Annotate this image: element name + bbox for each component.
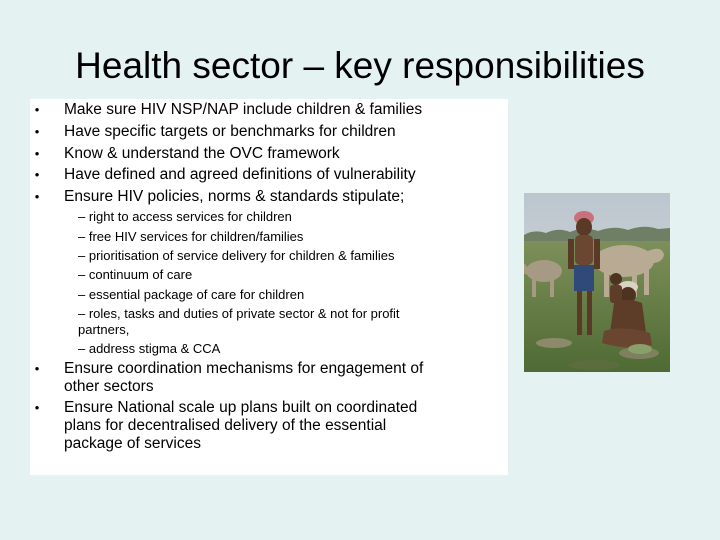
sub-bullet-item: – prioritisation of service delivery for children & families bbox=[78, 248, 395, 263]
bullet-text: Have specific targets or benchmarks for children bbox=[64, 123, 396, 140]
bullet-text bbox=[64, 360, 508, 396]
bullet-dot: • bbox=[34, 146, 40, 161]
bullet-text: Ensure HIV policies, norms & standards stipulate; bbox=[64, 188, 405, 205]
sub-bullet-item: – right to access services for children bbox=[78, 209, 292, 224]
sub-bullet-continuation: partners, bbox=[78, 322, 130, 337]
bullet-text bbox=[64, 399, 508, 453]
content-panel bbox=[30, 99, 508, 475]
photo-children-with-cattle bbox=[524, 193, 670, 372]
bullet-dot: • bbox=[34, 167, 40, 182]
bullet-text: Make sure HIV NSP/NAP include children & families bbox=[64, 101, 423, 118]
bullet-text: Have defined and agreed definitions of vulnerability bbox=[64, 166, 416, 183]
sub-bullet-item: – address stigma & CCA bbox=[78, 341, 221, 356]
slide-title: Health sector – key responsibilities bbox=[75, 45, 645, 86]
bullet-text: Know & understand the OVC framework bbox=[64, 145, 340, 162]
bullet-line: plans for decentralised delivery of the essential bbox=[64, 417, 387, 434]
bullet-dot: • bbox=[34, 361, 40, 376]
sub-bullet-item: – essential package of care for children bbox=[78, 287, 305, 302]
bullet-dot: • bbox=[34, 102, 40, 117]
bullet-dot: • bbox=[34, 400, 40, 415]
bullet-line: package of services bbox=[64, 435, 201, 452]
sub-bullet-item: – continuum of care bbox=[78, 267, 193, 282]
bullet-dot: • bbox=[34, 124, 40, 139]
bullet-line: Ensure coordination mechanisms for engagement of bbox=[64, 360, 424, 377]
bullet-line: other sectors bbox=[64, 378, 154, 395]
sub-bullet-item: – roles, tasks and duties of private sector & not for profit bbox=[78, 306, 400, 321]
bullet-dot: • bbox=[34, 189, 40, 204]
bullet-line: Ensure National scale up plans built on coordinated bbox=[64, 399, 418, 416]
sub-bullet-item: – free HIV services for children/families bbox=[78, 229, 304, 244]
